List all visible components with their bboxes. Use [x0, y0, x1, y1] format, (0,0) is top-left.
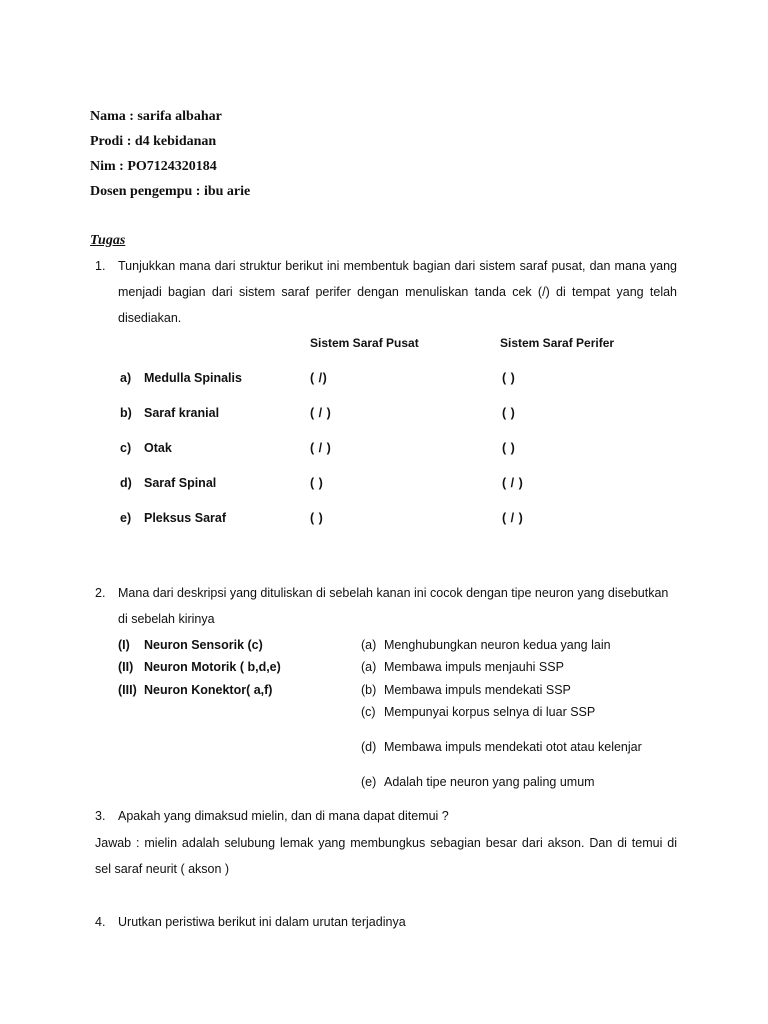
description-letter: (b): [361, 683, 377, 697]
q1-row-letter: e): [120, 511, 132, 525]
description-text: Membawa impuls mendekati otot atau kelenjar: [384, 740, 642, 754]
description-text: Membawa impuls mendekati SSP: [384, 683, 571, 697]
q1-row-perifer-check: ( ): [502, 406, 516, 420]
q1-row-structure: Saraf Spinal: [144, 476, 217, 490]
column-header-pusat: Sistem Saraf Pusat: [310, 336, 419, 350]
q1-row-letter: c): [120, 441, 132, 455]
q1-row-perifer-check: ( / ): [502, 476, 524, 490]
lecturer-name: Dosen pengempu : ibu arie: [90, 184, 251, 199]
q4-question: Urutkan peristiwa berikut ini dalam urutan terjadinya: [118, 915, 406, 929]
description-text: Mempunyai korpus selnya di luar SSP: [384, 705, 596, 719]
neuron-type-text: Neuron Sensorik (c): [144, 638, 263, 652]
description-letter: (c): [361, 705, 376, 719]
q1-row-pusat-check: ( ): [310, 511, 324, 525]
column-header-perifer: Sistem Saraf Perifer: [500, 336, 615, 350]
neuron-type-number: (II): [118, 660, 134, 674]
q1-row-pusat-check: ( /): [310, 371, 328, 385]
description-text: Membawa impuls menjauhi SSP: [384, 660, 564, 674]
q1-row-pusat-check: ( / ): [310, 406, 332, 420]
q1-line-1: Tunjukkan mana dari struktur berikut ini membentuk bagian dari sistem saraf pusat, dan mana yang: [118, 259, 677, 273]
q4-number: 4.: [95, 915, 106, 929]
neuron-type-text: Neuron Motorik ( b,d,e): [144, 660, 281, 674]
q2-number: 2.: [95, 586, 106, 600]
description-letter: (a): [361, 660, 377, 674]
neuron-type-number: (III): [118, 683, 137, 697]
student-prodi: Prodi : d4 kebidanan: [90, 134, 217, 149]
description-letter: (a): [361, 638, 377, 652]
description-letter: (e): [361, 775, 377, 789]
q1-row-pusat-check: ( ): [310, 476, 324, 490]
q2-line-1: Mana dari deskripsi yang dituliskan di sebelah kanan ini cocok dengan tipe neuron yang disebutkan: [118, 586, 669, 600]
q1-row-structure: Otak: [144, 441, 172, 455]
q1-row-perifer-check: ( ): [502, 441, 516, 455]
student-name: Nama : sarifa albahar: [90, 109, 222, 124]
q1-row-structure: Saraf kranial: [144, 406, 220, 420]
q1-row-letter: a): [120, 371, 132, 385]
q3-number: 3.: [95, 809, 106, 823]
q3-question: Apakah yang dimaksud mielin, dan di mana dapat ditemui ?: [118, 809, 449, 823]
q3-answer-line-2: sel saraf neurit ( akson ): [95, 862, 230, 876]
neuron-type-text: Neuron Konektor( a,f): [144, 683, 273, 697]
q1-row-pusat-check: ( / ): [310, 441, 332, 455]
tugas-heading: Tugas: [90, 233, 126, 248]
description-text: Adalah tipe neuron yang paling umum: [384, 775, 595, 789]
description-letter: (d): [361, 740, 377, 754]
q1-row-perifer-check: ( ): [502, 371, 516, 385]
q2-line-2: di sebelah kirinya: [118, 612, 215, 626]
q3-answer-line-1: Jawab : mielin adalah selubung lemak yang membungkus sebagian besar dari akson. Dan di temui di: [95, 836, 677, 850]
q1-row-structure: Pleksus Saraf: [144, 511, 226, 525]
q1-number: 1.: [95, 259, 106, 273]
q1-row-structure: Medulla Spinalis: [144, 371, 242, 385]
neuron-type-number: (I): [118, 638, 130, 652]
description-text: Menghubungkan neuron kedua yang lain: [384, 638, 611, 652]
q1-line-2: menjadi bagian dari sistem saraf perifer dengan menuliskan tanda cek (/) di tempat yang telah: [118, 285, 677, 299]
q1-row-perifer-check: ( / ): [502, 511, 524, 525]
q1-row-letter: b): [120, 406, 132, 420]
student-nim: Nim : PO7124320184: [90, 159, 217, 174]
q1-row-letter: d): [120, 476, 132, 490]
q1-line-3: disediakan.: [118, 311, 182, 325]
